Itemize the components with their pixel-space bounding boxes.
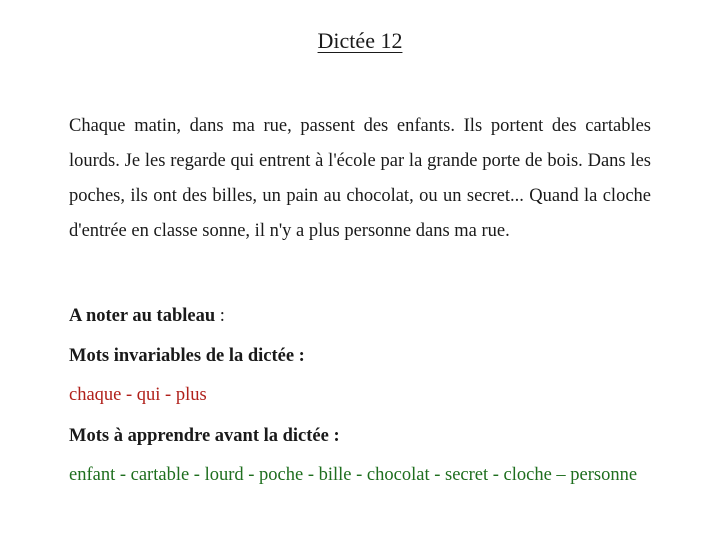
- words-to-learn-heading: Mots à apprendre avant la dictée :: [69, 426, 340, 446]
- dictation-paragraph: Chaque matin, dans ma rue, passent des enfants. Ils portent des cartables lourds. Je les regarde qui entrent à l'école par la grande porte de bois. Dans les poches, ils ont des billes, un pain au chocolat, ou un secret... Quand la cloche d'entrée en classe sonne, il n'y a plus personne dans ma rue.: [69, 116, 651, 241]
- document-title: [0, 28, 720, 54]
- note-line: [69, 306, 669, 327]
- note-suffix: :: [215, 306, 225, 326]
- note-label: A noter au tableau: [69, 306, 216, 326]
- title-text: Dictée 12: [317, 28, 403, 53]
- invariable-words-heading: Mots invariables de la dictée :: [69, 346, 305, 366]
- invariable-words-list: chaque - qui - plus: [69, 385, 207, 405]
- words-to-learn-list: enfant - cartable - lourd - poche - bille - chocolat - secret - cloche – personne: [69, 465, 638, 485]
